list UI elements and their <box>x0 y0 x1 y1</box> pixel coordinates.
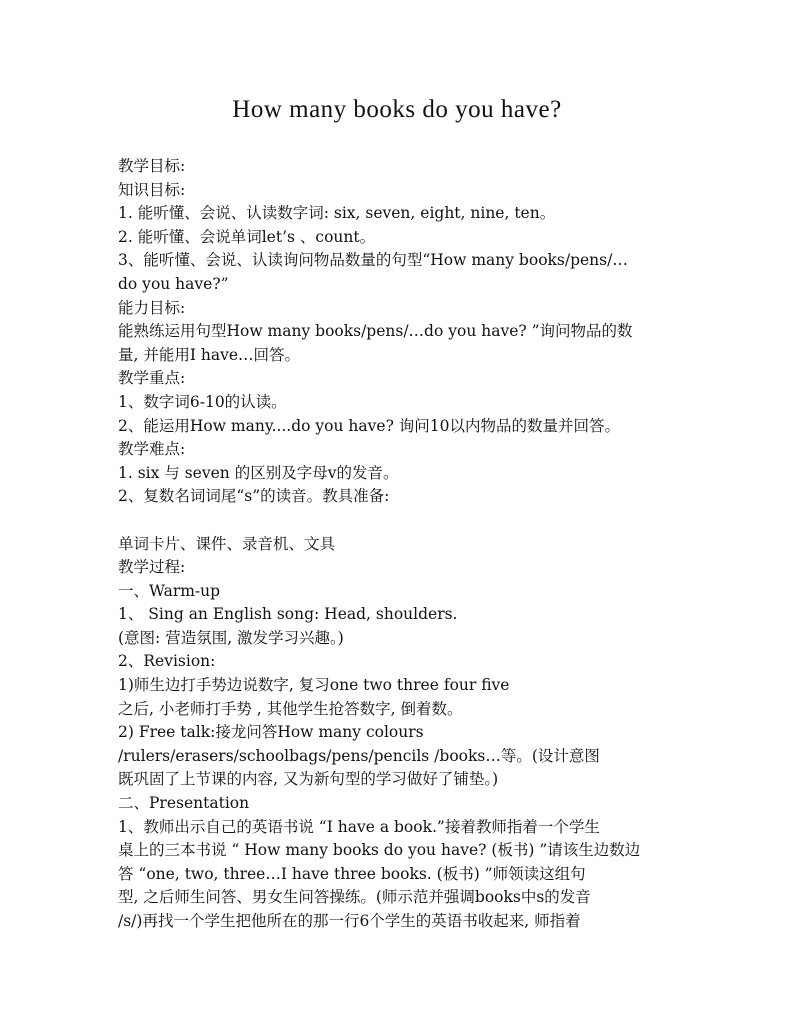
text-line: (意图: 营造氛围, 激发学习兴趣。) <box>118 628 344 647</box>
text-line: 既巩固了上节课的内容, 又为新句型的学习做好了铺垫。) <box>118 770 499 789</box>
text-line: 单词卡片、课件、录音机、文具 <box>118 534 336 553</box>
text-line: 知识目标: <box>118 180 186 199</box>
text-line: /s/)再找一个学生把他所在的那一行6个学生的英语书收起来, 师指着 <box>118 912 581 930</box>
text-line: do you have?” <box>118 274 229 293</box>
text-line: 能力目标: <box>118 298 186 317</box>
text-line: 2、能运用How many....do you have? 询问10以内物品的数量并回答。 <box>118 416 621 435</box>
text-line: 2. 能听懂、会说单词let’s 、count。 <box>118 227 376 246</box>
text-line: 能熟练运用句型How many books/pens/…do you have? ”询问物品的数 <box>118 322 633 341</box>
text-line: 1、教师出示自己的英语书说 “I have a book.”接着教师指着一个学生 <box>118 817 600 836</box>
text-line: 桌上的三本书说 “ How many books do you have? (板书) ”请该生边数边 <box>118 841 641 860</box>
text-line <box>118 509 684 533</box>
text-line: 1. six 与 seven 的区别及字母v的发音。 <box>118 463 399 482</box>
text-line: 3、能听懂、会说、认读询问物品数量的句型“How many books/pens/… <box>118 251 628 270</box>
text-line: 教学重点: <box>118 369 186 388</box>
text-line: 2、Revision: <box>118 652 216 671</box>
text-line: 答 “one, two, three…I have three books. (板书) ”师领读这组句 <box>118 864 586 883</box>
text-line: 1、数字词6-10的认读。 <box>118 392 287 411</box>
document-body <box>118 155 684 934</box>
text-line: 1. 能听懂、会说、认读数字词: six, seven, eight, nine, ten。 <box>118 204 556 223</box>
text-line: 1、 Sing an English song: Head, shoulders. <box>118 605 458 624</box>
document-title: How many books do you have? <box>232 96 562 123</box>
text-line: 教学目标: <box>118 157 186 175</box>
text-line: 教学难点: <box>118 440 186 459</box>
text-line: 量, 并能用I have…回答。 <box>118 345 301 364</box>
text-line: 一、Warm-up <box>118 581 221 600</box>
text-line: 之后, 小老师打手势 , 其他学生抢答数字, 倒着数。 <box>118 699 463 718</box>
text-line: 1)师生边打手势边说数字, 复习one two three four five <box>118 676 510 695</box>
text-line: 二、Presentation <box>118 794 250 813</box>
text-line: 2) Free talk:接龙问答How many colours <box>118 723 424 742</box>
text-line: 2、复数名词词尾“s”的读音。教具准备: <box>118 487 390 506</box>
text-line: /rulers/erasers/schoolbags/pens/pencils /books…等。(设计意图 <box>118 746 600 765</box>
text-line: 型, 之后师生问答、男女生问答操练。(师示范并强调books中s的发音 <box>118 888 591 907</box>
text-line: 教学过程: <box>118 558 186 577</box>
